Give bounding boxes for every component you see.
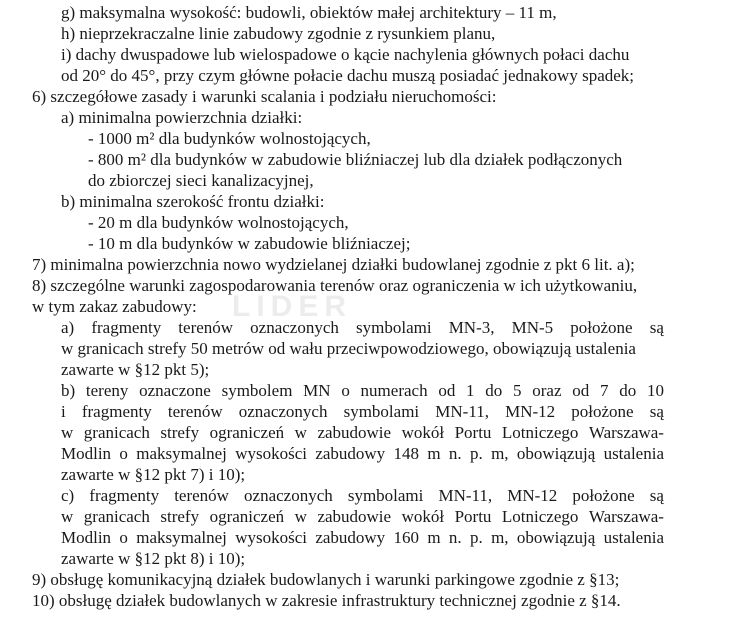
word: położone [571, 402, 634, 421]
word: ograniczeń [209, 423, 285, 442]
word: są [649, 402, 664, 421]
word: o [119, 444, 128, 463]
text-line: zawarte w §12 pkt 7) i 10); [61, 465, 246, 484]
word: terenów [167, 402, 223, 421]
justified-line [61, 380, 664, 402]
word: maksymalnej [136, 528, 227, 547]
text-line: - 1000 m² dla budynków wolnostojących, [88, 129, 371, 148]
word: fragmenty [89, 486, 160, 505]
word: tereny [85, 381, 129, 400]
word: obowiązują [516, 444, 596, 463]
text-line: zawarte w §12 pkt 8) i 10); [61, 549, 246, 568]
word: MN-5 [511, 318, 554, 337]
word: do [619, 381, 637, 400]
word: o [341, 381, 350, 400]
word: wysokości [235, 528, 307, 547]
word: m, [491, 444, 509, 463]
word: o [119, 528, 128, 547]
text-line: - 800 m² dla budynków w zabudowie bliźniaczej lub dla działek podłączonych [88, 150, 623, 169]
word: n. [448, 528, 462, 547]
word: numerach [360, 381, 428, 400]
word: do [485, 381, 503, 400]
word: są [649, 486, 664, 505]
word: n. [448, 444, 462, 463]
word: p. [469, 528, 483, 547]
text-line: i) dachy dwuspadowe lub wielospadowe o kącie nachylenia głównych połaci dachu [61, 45, 630, 64]
word: b) [61, 381, 76, 400]
word: terenów [178, 318, 234, 337]
word: Warszawa- [588, 507, 664, 526]
word: strefy [160, 507, 200, 526]
word: symbolami [356, 318, 432, 337]
word: m [427, 444, 441, 463]
word: 160 [393, 528, 420, 547]
justified-line [61, 422, 664, 444]
text-line: od 20° do 45°, przy czym główne połacie dachu muszą posiadać jednakowy spadek; [61, 66, 635, 85]
justified-line [61, 401, 664, 423]
word: 10 [646, 381, 664, 400]
text-line: 8) szczególne warunki zagospodarowania terenów oraz ograniczenia w ich użytkowaniu, [32, 276, 638, 295]
word: 1 [466, 381, 475, 400]
word: strefy [160, 423, 200, 442]
word: MN-11, [435, 402, 489, 421]
word: Portu [454, 507, 492, 526]
justified-line [61, 485, 664, 507]
text-line: 10) obsługę działek budowlanych w zakresie infrastruktury technicznej zgodnie z §14. [32, 591, 621, 610]
word: oznaczone [139, 381, 211, 400]
justified-line [61, 527, 664, 549]
word: 148 [393, 444, 420, 463]
word: oraz [532, 381, 562, 400]
word: oznaczonych [238, 402, 328, 421]
word: fragmenty [81, 402, 152, 421]
word: w [61, 423, 74, 442]
word: MN [303, 381, 331, 400]
word: wokół [401, 423, 445, 442]
word: granicach [83, 423, 150, 442]
justified-line [61, 443, 664, 465]
word: Portu [454, 423, 492, 442]
word: symbolami [347, 486, 424, 505]
text-line: - 20 m dla budynków wolnostojących, [88, 213, 349, 232]
text-line: do zbiorczej sieci kanalizacyjnej, [88, 171, 314, 190]
text-line: - 10 m dla budynków w zabudowie bliźniaczej; [88, 234, 411, 253]
word: m [427, 528, 441, 547]
word: w [61, 507, 74, 526]
text-line: w granicach strefy 50 metrów od wału przeciwpowodziowego, obowiązują ustalenia [61, 339, 636, 358]
word: granicach [83, 507, 150, 526]
text-line: a) minimalna powierzchnia działki: [61, 108, 303, 127]
text-line: 9) obsługę komunikacyjną działek budowlanych i warunki parkingowe zgodnie z §13; [32, 570, 620, 589]
word: ustalenia [603, 528, 664, 547]
word: a) [61, 318, 75, 337]
word: Lotniczego [501, 507, 579, 526]
word: zabudowy [315, 444, 386, 463]
word: p. [469, 444, 483, 463]
text-line: w tym zakaz zabudowy: [32, 297, 197, 316]
word: i [61, 402, 66, 421]
word: od [438, 381, 456, 400]
word: fragmenty [91, 318, 162, 337]
word: oznaczonych [244, 486, 333, 505]
word: Modlin [61, 528, 112, 547]
text-line: h) nieprzekraczalne linie zabudowy zgodnie z rysunkiem planu, [61, 24, 496, 43]
word: w [294, 507, 307, 526]
word: MN-3, [448, 318, 495, 337]
text-line: b) minimalna szerokość frontu działki: [61, 192, 325, 211]
word: wysokości [235, 444, 307, 463]
word: położone [572, 486, 635, 505]
word: maksymalnej [136, 444, 227, 463]
word: są [649, 318, 664, 337]
word: terenów [174, 486, 229, 505]
watermark: LIDER [232, 290, 352, 323]
word: c) [61, 486, 75, 505]
word: 7 [599, 381, 609, 400]
word: Lotniczego [501, 423, 579, 442]
text-line: g) maksymalna wysokość: budowli, obiektów małej architektury – 11 m, [61, 3, 557, 22]
word: MN-12 [505, 402, 556, 421]
word: od [572, 381, 590, 400]
word: ustalenia [603, 444, 664, 463]
word: zabudowie [317, 423, 392, 442]
text-line: 6) szczegółowe zasady i warunki scalania i podziału nieruchomości: [32, 87, 497, 106]
word: zabudowie [317, 507, 392, 526]
text-line: zawarte w §12 pkt 5); [61, 360, 210, 379]
word: wokół [401, 507, 445, 526]
word: Modlin [61, 444, 112, 463]
word: Warszawa- [588, 423, 664, 442]
word: zabudowy [315, 528, 386, 547]
word: oznaczonych [250, 318, 339, 337]
word: obowiązują [516, 528, 596, 547]
word: MN-11, [438, 486, 493, 505]
justified-line [61, 317, 664, 339]
justified-line [61, 506, 664, 528]
word: m, [491, 528, 509, 547]
word: symbolami [343, 402, 420, 421]
word: ograniczeń [209, 507, 285, 526]
word: w [294, 423, 307, 442]
text-line: 7) minimalna powierzchnia nowo wydzielanej działki budowlanej zgodnie z pkt 6 lit. a); [32, 255, 635, 274]
word: położone [570, 318, 633, 337]
word: symbolem [221, 381, 293, 400]
word: 5 [513, 381, 522, 400]
word: MN-12 [507, 486, 558, 505]
